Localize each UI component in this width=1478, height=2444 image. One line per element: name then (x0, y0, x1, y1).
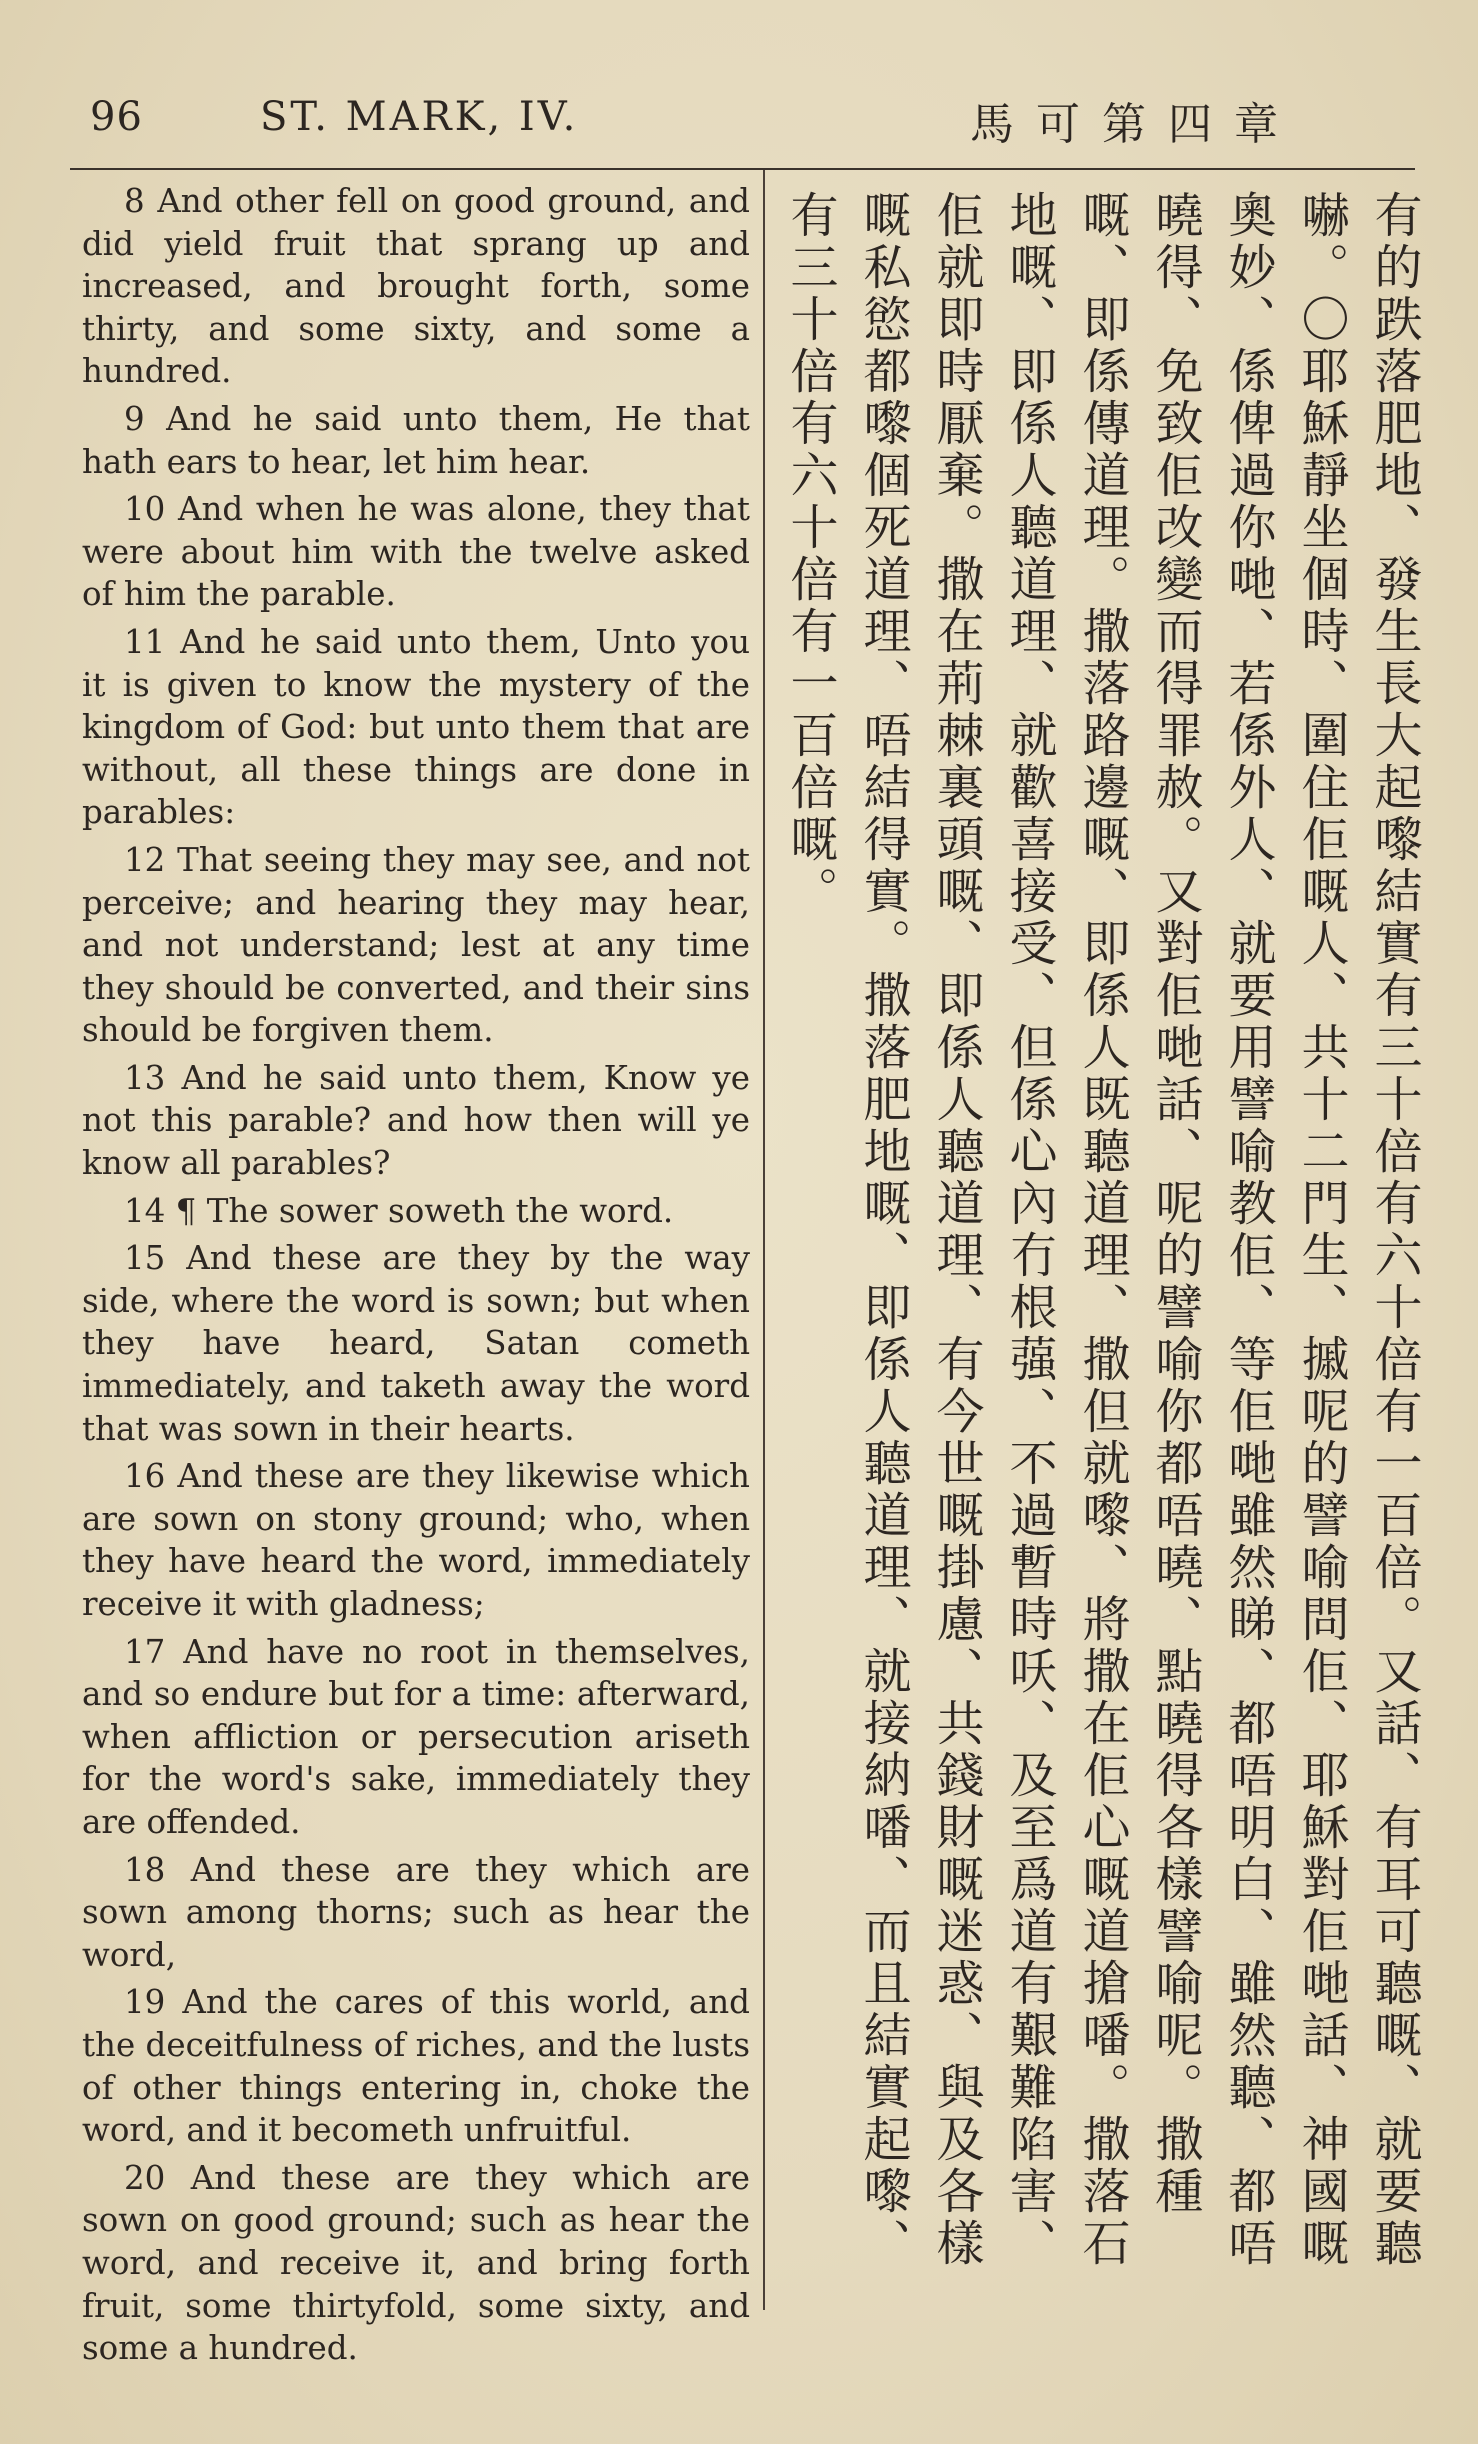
verse-14: 14 ¶ The sower soweth the word. (124, 1191, 674, 1230)
verse-10: 10 And when he was alone, they that were about him with the twelve asked of him the parable. (82, 490, 750, 614)
verse-12: 12 That seeing they may see, and not perceive; and hearing they may hear, and not understand; lest at any time they should be converted, and their sins should be forgiven them. (82, 840, 750, 1050)
verse-20: 20 And these are they which are sown on good ground; such as hear the word, and receive it, and bring forth fruit, some thirtyfold, some sixty, and some a hundred. (82, 2158, 750, 2368)
running-title-chinese: 馬可第四章 (970, 99, 1300, 150)
verse-15: 15 And these are they by the way side, where the word is sown; but when they have heard, Satan cometh immediately, and taketh away the word that was sown in their hearts. (82, 1239, 750, 1448)
verse-19: 19 And the cares of this world, and the deceitfulness of riches, and the lusts of other things entering in, choke the word, and it becometh unfruitful. (82, 1983, 750, 2150)
verse-18: 18 And these are they which are sown among thorns; such as hear the word, (82, 1850, 750, 1974)
header-rule (70, 168, 1415, 170)
chinese-column: 有的跌落肥地、發生長大起嚟結實有三十倍有六十倍有一百倍。又話、有耳可聽嘅、就要聽嚇。〇耶穌靜坐個時、圍住佢嘅人、共十二門生、摵呢的譬喻問佢、耶穌對佢哋話、神國嘅奧妙、係俾過你哋、若係外人、就要用譬喻教佢、等佢哋雖然睇、都唔明白、雖然聽、都唔曉得、免致佢改變而得罪赦。又對佢哋話、呢的譬喻你都唔曉、點曉得各樣譬喻呢。撒種嘅、即係傳道理。撒落路邊嘅、即係人既聽道理、撒但就嚟、將撒在佢心嘅道搶噃。撒落石地嘅、即係人聽道理、就歡喜接受、但係心內冇根蔃、不過暫時㕭、及至爲道有艱難陷害、佢就即時厭棄。撒在荊棘裏頭嘅、即係人聽道理、有今世嘅掛慮、共錢財嘅迷惑、與及各樣嘅私慾都嚟個死道理、唔結得實。撒落肥地嘅、即係人聽道理、就接納噃、而且結實起嚟、有三十倍有六十倍有一百倍嘅。 (782, 190, 1422, 2270)
verse-11: 11 And he said unto them, Unto you it is given to know the mystery of the kingdom of God: but unto them that are without, all these things are done in parables: (82, 622, 750, 832)
column-divider (763, 170, 765, 2310)
verse-16: 16 And these are they likewise which are sown on stony ground; who, when they have heard the word, immediately receive it with gladness; (82, 1457, 750, 1623)
verse-8: 8 And other fell on good ground, and did yield fruit that sprang up and increased, and brought forth, some thirty, and some sixty, and some a hundred. (82, 182, 750, 391)
verse-13: 13 And he said unto them, Know ye not this parable? and how then will ye know all parables? (82, 1058, 750, 1183)
page-header (70, 88, 1410, 148)
verse-9: 9 And he said unto them, He that hath ears to hear, let him hear. (82, 399, 750, 481)
running-title: ST. MARK, IV. (260, 94, 579, 140)
english-column (82, 180, 750, 2375)
page-number: 96 (90, 94, 143, 140)
verse-17: 17 And have no root in themselves, and so endure but for a time: afterward, when affliction or persecution ariseth for the word's sake, immediately they are offended. (82, 1632, 750, 1841)
